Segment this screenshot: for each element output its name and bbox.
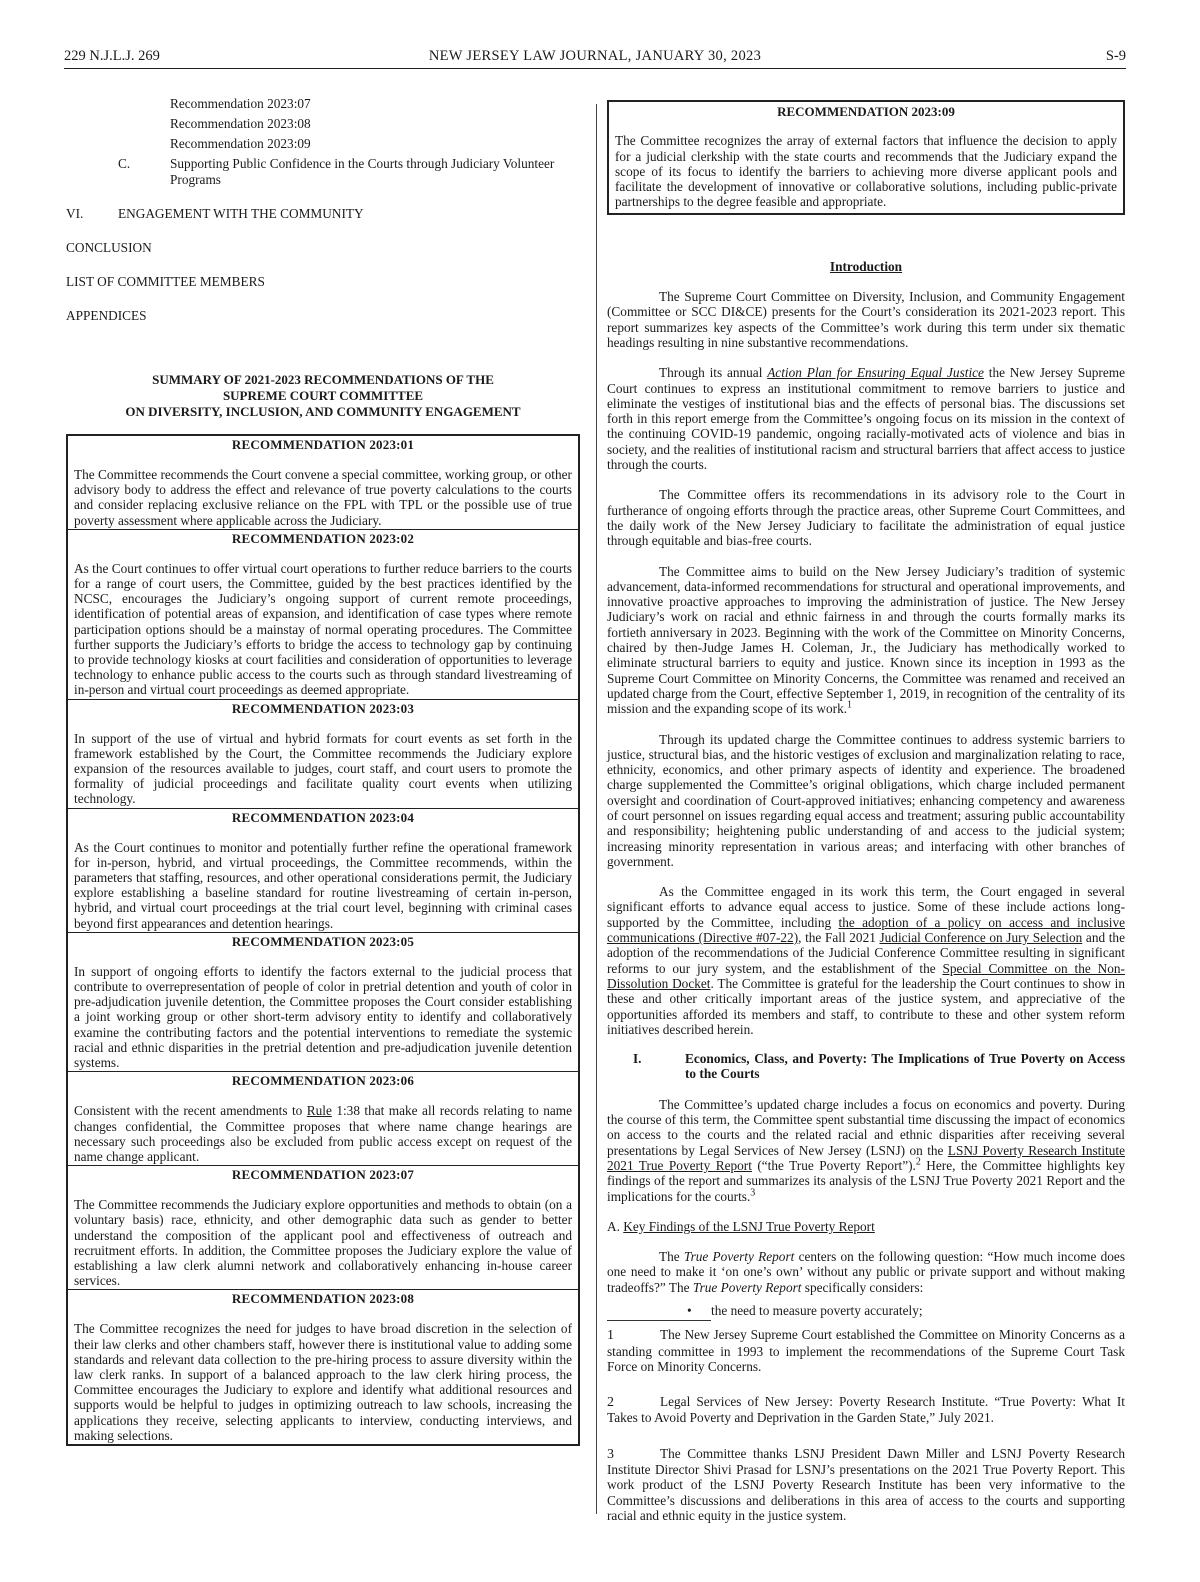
recommendation-title: RECOMMENDATION 2023:05 <box>231 933 415 949</box>
directive-link[interactable]: the adoption of a policy on access and inclusive communications (Directive #07-22) <box>607 914 1125 946</box>
footnote-ref[interactable]: 1 <box>847 699 853 711</box>
text-run: 1:38 that make all records relating to name changes confidential, the Committee proposes that where name change hearings are necessary such proceedings also be excluded from public access except on request of the name change applicant. <box>74 1103 572 1164</box>
text-run: Consistent with the recent amendments to <box>74 1103 307 1119</box>
recommendation-text: The Committee recommends the Court convene a special committee, working group, or other advisory body to address the effect and relevance of true poverty calculations to the courts and consider replacing exclusive reliance on the FPL with TPL or the possible use of true poverty assessment where applicable across the Judiciary. <box>74 467 572 528</box>
recommendation-box <box>607 100 1125 215</box>
section-paragraph <box>607 1097 1125 1204</box>
left-column <box>66 96 580 1446</box>
footnote-number: 1 <box>607 1328 614 1344</box>
list-item-text: the need to measure poverty accurately; <box>711 1303 923 1318</box>
recommendation-text: In support of ongoing efforts to identify the factors external to the judicial process that contribute to overrepresentation of people of color in pretrial detention and youth of color in pre-adjudication juvenile detention, the Committee proposes the Court consider establishing a joint working group or other short-term advisory entity to identify and collaboratively examine the contributing factors and the potential interventions to remediate the systemic racial and ethnic disparities in the pretrial detention and pre-adjudication juvenile detention systems. <box>74 963 572 1071</box>
section-title: Economics, Class, and Poverty: The Implications of True Poverty on Access to the Courts <box>685 1051 1125 1082</box>
text-run: The Committee aims to build on the New Jersey Judiciary’s tradition of systemic advancement, data-informed recommendations for structural and operational improvements, and innovative proactive approaches to improving the administration of justice. The New Jersey Judiciary’s work on racial and ethnic fairness in and through the courts formally marks its fortieth anniversary in 2023. Beginning with the work of the Committee on Minority Concerns, chaired by then-Judge James H. Coleman, Jr., the Judiciary has methodically worked to eliminate structural barriers to equity and justice. Known since its inception in 1993 as the Supreme Court Committee on Minority Concerns, the Committee was renamed and received an updated charge from the Court, effective September 1, 2019, in recognition of the centrality of its mission and the expanding scope of its work. <box>607 563 1125 717</box>
text-run: and the adoption of the recommendations of the Judicial Conference Committee resulting in significant reforms to our jury system, and the establishment of the <box>607 930 1125 976</box>
subsection-label: A. <box>607 1218 624 1234</box>
action-plan-link[interactable]: Action Plan for Ensuring Equal Justice <box>767 365 984 381</box>
special-committee-link[interactable]: Special Committee on the Non-Dissolution Docket <box>607 960 1125 991</box>
summary-title-line: ON DIVERSITY, INCLUSION, AND COMMUNITY ENGAGEMENT <box>125 404 521 419</box>
footnote-number: 3 <box>607 1446 614 1462</box>
intro-paragraph: The Supreme Court Committee on Diversity, Inclusion, and Community Engagement (Committee or SCC DI&CE) presents for the Court’s consideration its 2021-2023 report. This report summarizes key aspects of the Committee’s work during this term under six thematic headings resulting in nine substantive recommendations. <box>607 289 1125 350</box>
subsection-title: Key Findings of the LSNJ True Poverty Report <box>623 1218 875 1234</box>
column-divider <box>596 104 597 1514</box>
footnote-divider <box>607 1320 711 1321</box>
text-run: (“the True Poverty Report”). <box>751 1157 916 1173</box>
intro-paragraph <box>607 365 1125 472</box>
recommendation-title: RECOMMENDATION 2023:02 <box>231 530 415 546</box>
footnote <box>607 1446 1125 1523</box>
text-run: , the Fall 2021 <box>798 930 880 946</box>
intro-paragraph: The Committee offers its recommendations in its advisory role to the Court in furtherance of ongoing efforts through the practice areas, other Supreme Court Committees, and the daily work of the New Jersey Judiciary to facilitate the administration of equal justice through equitable and bias-free courts. <box>607 487 1125 549</box>
rule-link[interactable]: Rule <box>306 1103 332 1119</box>
toc-item: Recommendation 2023:09 <box>170 136 311 151</box>
page-number: S-9 <box>1105 48 1126 64</box>
toc-item-c <box>66 156 580 188</box>
recommendation-box <box>68 436 578 529</box>
text-run: The <box>659 1249 684 1265</box>
text-run: the New Jersey Supreme Court continues to express an institutional commitment to remove barriers to justice and eliminate the vestiges of institutional bias and the effects of personal bias. The discussions set forth in this report emerge from the Committee’s ongoing focus on its mission in the context of the continuing COVID-19 pandemic, ongoing racially-motivated acts of violence and bias in society, and the realities of institutional racism and structural barriers that affect access to justice through the courts. <box>607 365 1125 473</box>
text-run: . The Committee is grateful for the leadership the Court continues to show in these and other critically important areas of the justice system, and appreciative of the opportunities afforded its members and staff, to contribute to these and other system reform initiatives described herein. <box>607 975 1126 1037</box>
text-run: specifically considers: <box>801 1279 924 1295</box>
toc-item-vi <box>66 206 580 222</box>
section-paragraph <box>607 1249 1125 1295</box>
citation: 229 N.J.L.J. 269 <box>64 48 160 64</box>
report-title: True Poverty Report <box>683 1249 795 1265</box>
intro-paragraph: Through its updated charge the Committee continues to address systemic barriers to justice, structural bias, and the historic vestiges of exclusion and marginalization relating to race, ethnicity, economics, and other primary aspects of identity and experience. The broadened charge supplemented the Committee’s original obligations, which charge included permanent oversight and coordination of Court-approved initiatives; enhancing competency and awareness of court personnel on issues regarding equal access and treatment; assuring public accountability and responsibility; heightening public understanding of and access to the judicial system; increasing minority representation in various areas; and interfacing with other branches of government. <box>607 731 1125 869</box>
section-number: I. <box>633 1051 642 1067</box>
recommendation-box <box>68 1289 578 1444</box>
recommendation-box <box>68 932 578 1071</box>
footnote <box>607 1394 1125 1426</box>
recommendation-text: As the Court continues to offer virtual court operations to further reduce barriers to the courts for a range of court users, the Committee, guided by the best practices identified by the NCSC, encourages the Judiciary’s ongoing support of current remote proceedings, identification of potential areas of expansion, and identification of case types where remote participation options should be a mainstay of normal operating procedures. The Committee further supports the Judiciary’s efforts to bridge the access to technology gap by continuing to provide technology kiosks at court facilities and consideration of opportunities to leverage technology to enhance public access to the courts such as through standard livestreaming of in-person and virtual court proceedings as deemed appropriate. <box>74 560 572 698</box>
recommendation-box <box>68 699 578 808</box>
text-run: Here, the Committee highlights key findings of the report and summarizes its analysis of the LSNJ True Poverty 2021 Report and the implications for the courts. <box>607 1157 1125 1204</box>
footnote-text: The Committee thanks LSNJ President Dawn Miller and LSNJ Poverty Research Institute Director Shivi Prasad for LSNJ’s presentations on the 2021 True Poverty Report. This work product of the LSNJ Poverty Research Institute has been very informative to the Committee’s discussions and deliberations in this area of access to the courts and supporting racial and ethnic equity in the justice system. <box>607 1445 1125 1523</box>
recommendation-box <box>68 1165 578 1289</box>
footnote-body <box>607 1394 1125 1426</box>
text-run: The Committee’s updated charge includes a focus on economics and poverty. During the course of this term, the Committee spent substantial time discussing the impact of economics on access to the courts and the related racial and ethnic disparities after receiving several presentations by Legal Services of New Jersey (LSNJ) on the <box>607 1096 1125 1158</box>
list-item <box>607 1303 1125 1318</box>
toc-appendices: APPENDICES <box>66 308 147 323</box>
section-heading <box>607 1051 1125 1082</box>
summary-title-line: SUMMARY OF 2021-2023 RECOMMENDATIONS OF THE <box>152 372 494 387</box>
subsection-heading <box>607 1219 1125 1234</box>
recommendation-text: In support of the use of virtual and hybrid formats for court events as set forth in the framework established by the Court, the Committee recommends the Judiciary explore expansion of the resources available to judges, court staff, and court users to promote the formality of judicial proceedings and facilitate quality court events when utilizing technology. <box>74 730 572 807</box>
recommendations-table <box>66 434 580 1446</box>
intro-paragraph <box>607 564 1125 717</box>
toc-label: VI. <box>66 206 84 221</box>
footnote-number: 2 <box>607 1395 614 1411</box>
recommendation-title: RECOMMENDATION 2023:03 <box>231 700 415 716</box>
footnote <box>607 1327 1125 1374</box>
text-run: Through its annual <box>659 365 768 381</box>
toc-item: Recommendation 2023:07 <box>170 96 311 111</box>
toc-item: Recommendation 2023:08 <box>170 116 311 131</box>
report-title: True Poverty Report <box>692 1279 802 1295</box>
recommendation-title: RECOMMENDATION 2023:04 <box>231 809 415 825</box>
jury-conference-link[interactable]: Judicial Conference on Jury Selection <box>879 930 1083 946</box>
footnote-ref[interactable]: 3 <box>750 1187 756 1199</box>
footnote-ref[interactable]: 2 <box>915 1156 921 1168</box>
recommendation-title: RECOMMENDATION 2023:01 <box>231 437 415 452</box>
recommendation-title: RECOMMENDATION 2023:07 <box>231 1167 415 1183</box>
footnote-body <box>607 1446 1125 1523</box>
toc-label: C. <box>118 156 131 171</box>
footnote-body <box>607 1327 1125 1374</box>
text-run: centers on the following question: “How much income does one need to make it ‘on one’s own’ without any public or private support and without making tradeoffs?” The <box>607 1249 1125 1295</box>
section-heading-introduction: Introduction <box>829 258 903 274</box>
recommendation-text: The Committee recognizes the need for judges to have broad discretion in the selection of their law clerks and other chambers staff, however there is institutional value to adding some standards and relevant data collection to the pre-hiring process to assure diversity within the law clerk ranks. In support of a balanced approach to the law clerk hiring process, the Committee encourages the Judiciary to explore and identify what additional resources and supports would be helpful to judges in optimizing outreach to law schools, increasing the applications they receive, selecting applicants to interview, conducting interviews, and making selections. <box>74 1321 572 1443</box>
recommendation-box <box>68 529 578 699</box>
summary-title-line: SUPREME COURT COMMITTEE <box>222 388 424 403</box>
toc-text: ENGAGEMENT WITH THE COMMUNITY <box>118 206 364 221</box>
right-column <box>607 100 1125 1523</box>
recommendation-box <box>68 1071 578 1165</box>
recommendation-title: RECOMMENDATION 2023:08 <box>231 1291 415 1307</box>
recommendation-text <box>74 1103 572 1164</box>
recommendation-text: The Committee recognizes the array of external factors that influence the decision to apply for a judicial clerkship with the state courts and recommends that the Judiciary expand the scope of its focus to identify the barriers to achieving more diverse applicant pools and facilitate the development of innovative or collaborative solutions, including public-private partnerships to the degree feasible and appropriate. <box>615 133 1117 210</box>
recommendation-text: As the Court continues to monitor and potentially further refine the operational framework for in-person, hybrid, and virtual proceedings, the Committee recommends, within the parameters that staffing, resources, and other operational considerations permit, the Judiciary explore establishing a baseline standard for routine livestreaming of certain in-person, hybrid, and virtual court proceedings at the trial court level, beginning with criminal cases beyond first appearances and detention hearings. <box>74 839 572 931</box>
recommendation-title: RECOMMENDATION 2023:09 <box>777 104 955 119</box>
recommendation-box <box>68 808 578 932</box>
footnote-text: The New Jersey Supreme Court established the Committee on Minority Concerns as a standing committee in 1993 to implement the recommendations of the Supreme Court Task Force on Minority Concerns. <box>607 1327 1125 1374</box>
recommendation-text: The Committee recommends the Judiciary explore opportunities and methods to obtain (on a voluntary basis) race, ethnicity, and other demographic data such as gender to better understand the composition of the applicant pool and effectiveness of outreach and recruitment efforts. In addition, the Committee proposes the Judiciary explore the value of establishing a law clerk alumni network and collaboratively enhancing in-house career services. <box>74 1197 572 1289</box>
footnote-text: Legal Services of New Jersey: Poverty Research Institute. “True Poverty: What It Takes to Avoid Poverty and Deprivation in the Garden State,” July 2021. <box>607 1394 1125 1426</box>
toc-text: Supporting Public Confidence in the Courts through Judiciary Volunteer Programs <box>170 156 555 187</box>
recommendation-title: RECOMMENDATION 2023:06 <box>231 1073 415 1089</box>
true-poverty-report-link[interactable]: LSNJ Poverty Research Institute 2021 True Poverty Report <box>607 1142 1125 1173</box>
toc-members: LIST OF COMMITTEE MEMBERS <box>66 274 265 289</box>
text-run: As the Committee engaged in its work this term, the Court engaged in several significant efforts to advance equal access to justice. Some of these include actions long-supported by the Committee, including <box>607 884 1125 930</box>
summary-title <box>66 372 580 420</box>
bullet-icon: • <box>687 1303 692 1318</box>
intro-paragraph <box>607 884 1125 1037</box>
publication-title: NEW JERSEY LAW JOURNAL, JANUARY 30, 2023 <box>428 48 762 64</box>
toc-conclusion: CONCLUSION <box>66 240 152 255</box>
page-header <box>64 48 1126 69</box>
